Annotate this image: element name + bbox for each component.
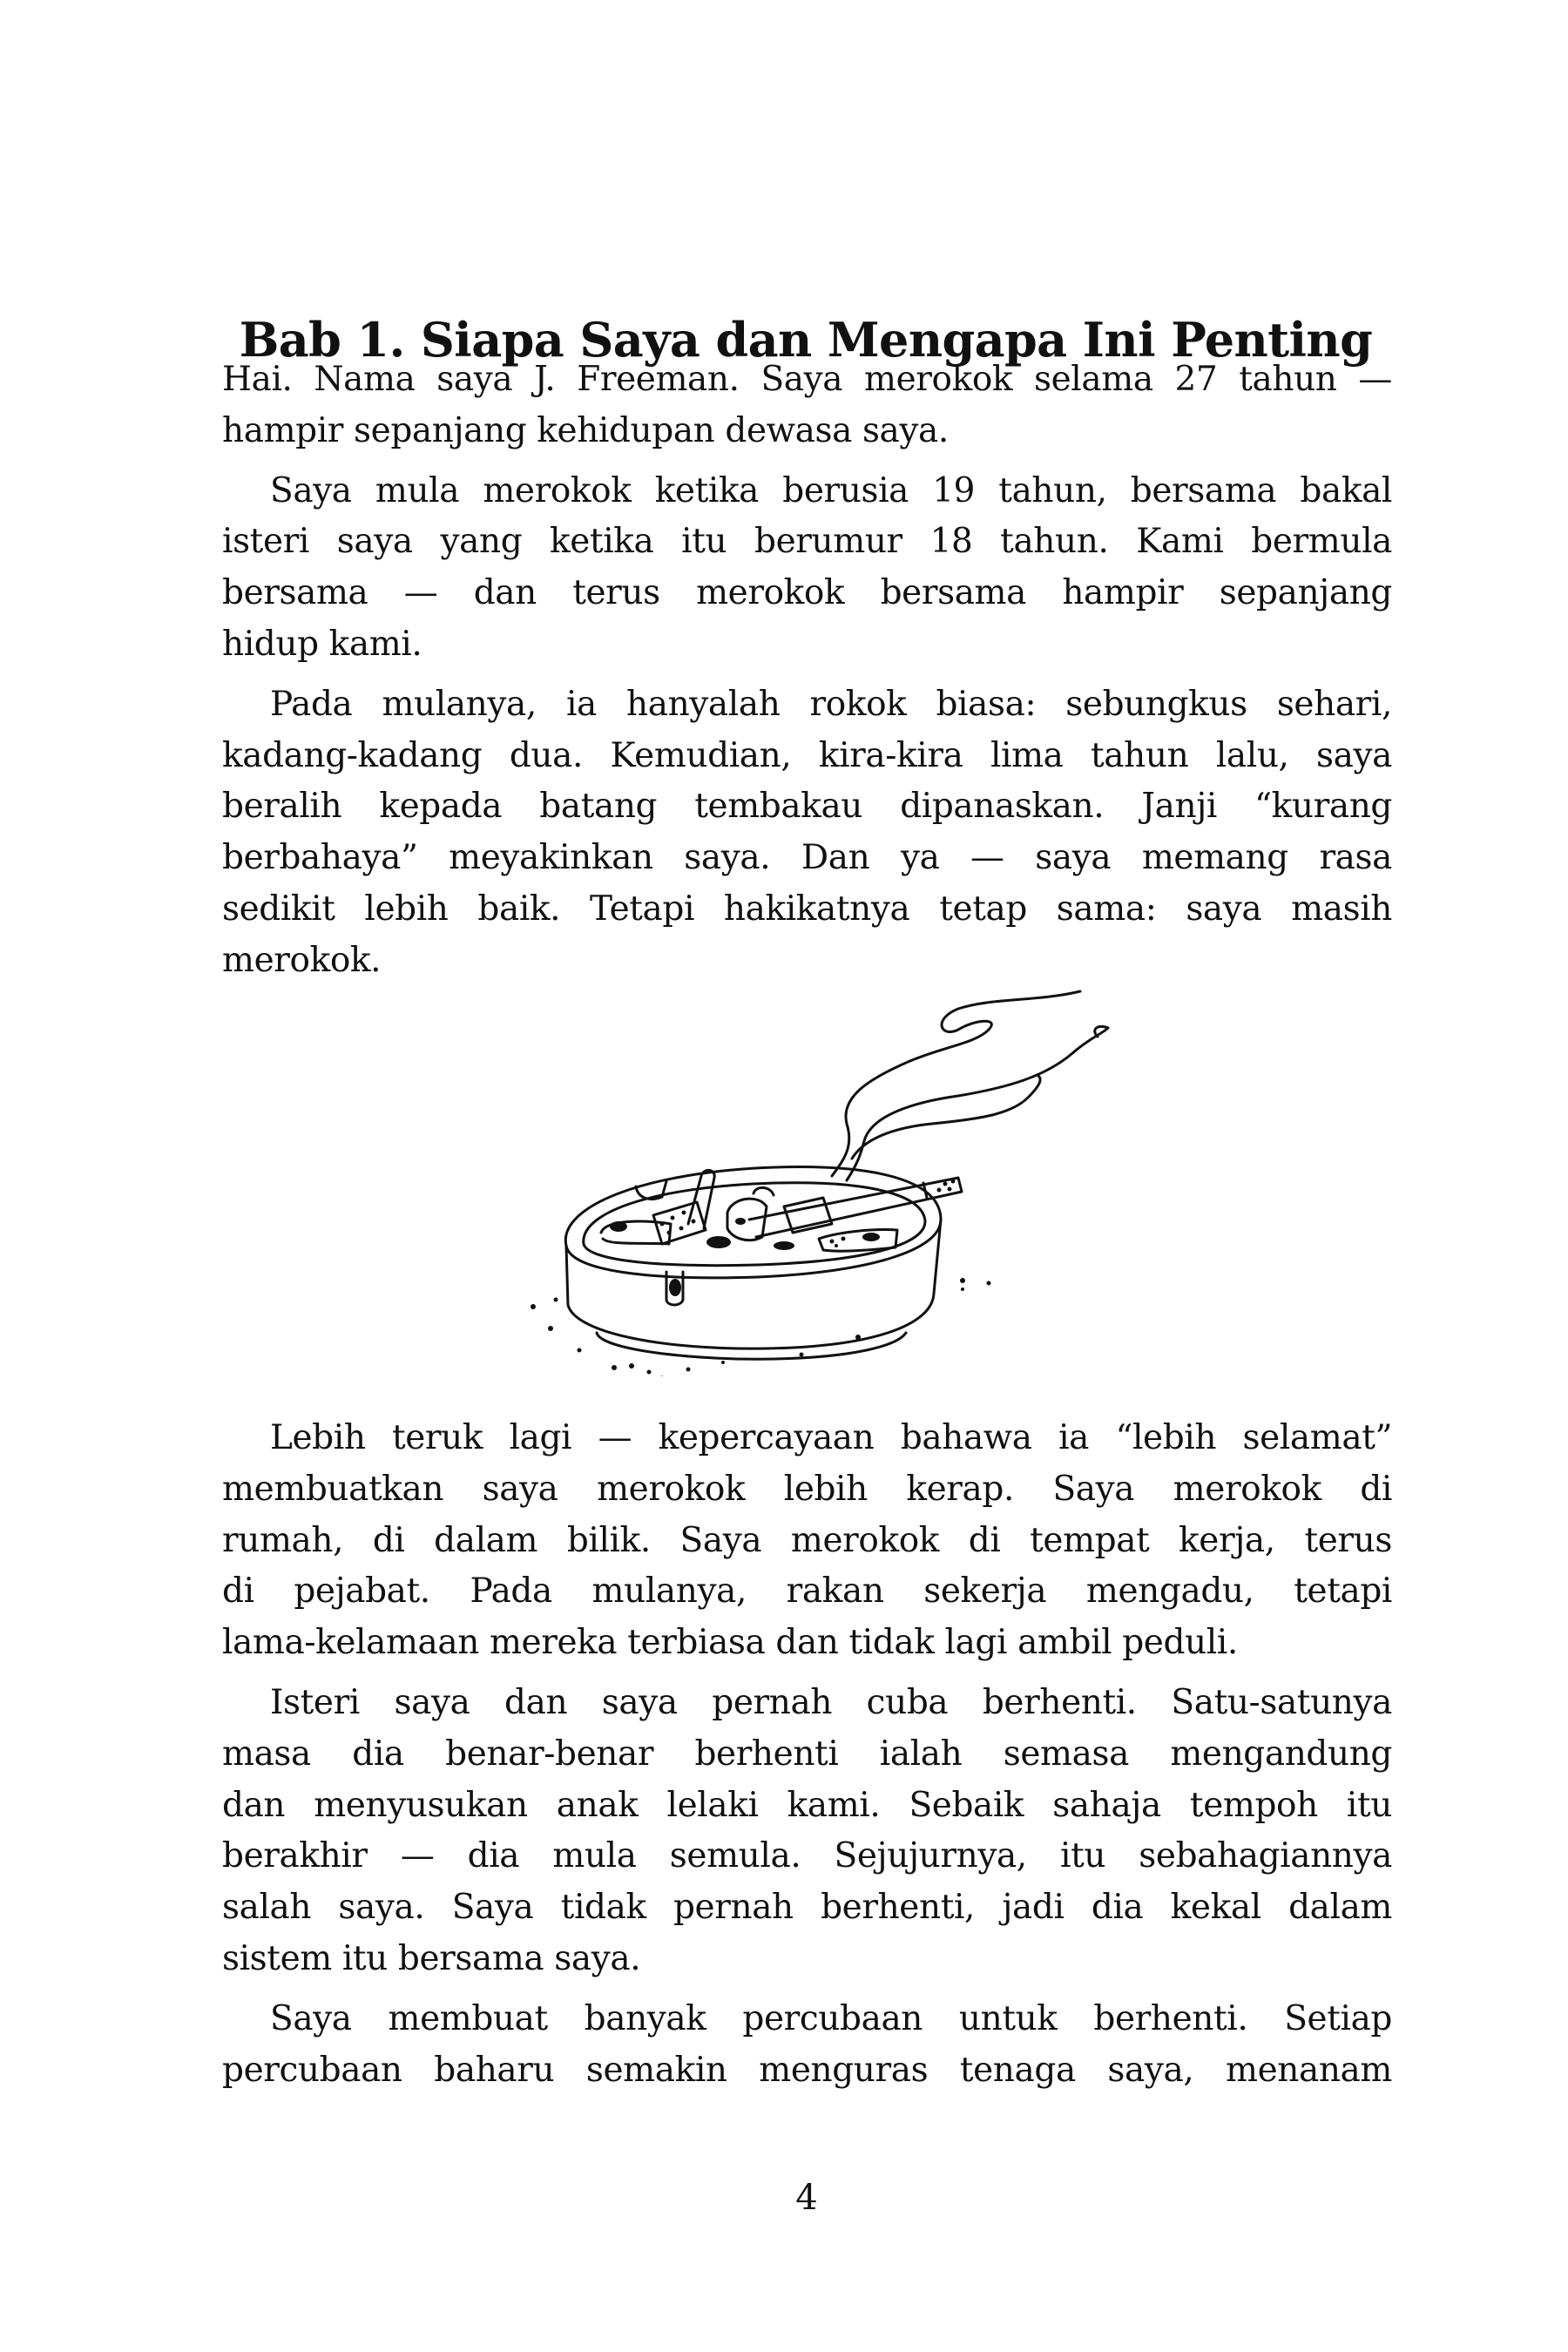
- text-line: Saya membuat banyak percubaan untuk berhenti. Setiap: [270, 1998, 1392, 2038]
- paragraph: [222, 466, 1392, 671]
- smoke-wisp: [847, 1026, 1108, 1180]
- paragraph: [222, 679, 1392, 987]
- text-line: membuatkan saya merokok lebih kerap. Saya merokok di: [222, 1469, 1392, 1509]
- paragraph-gap: [222, 1669, 1392, 1678]
- text-line: kadang-kadang dua. Kemudian, kira-kira lima tahun lalu, saya: [222, 735, 1392, 775]
- text-line: hampir sepanjang kehidupan dewasa saya.: [222, 410, 949, 450]
- text-line: dan menyusukan anak lelaki kami. Sebaik sahaja tempoh itu: [222, 1785, 1392, 1825]
- ashtray-illustration: [523, 984, 1141, 1376]
- text-line: isteri saya yang ketika itu berumur 18 tahun. Kami bermula: [222, 522, 1392, 562]
- text-line: beralih kepada batang tembakau dipanaskan. Janji “kurang: [222, 787, 1392, 827]
- page-number: 4: [795, 2178, 818, 2218]
- chapter-title: Bab 1. Siapa Saya dan Mengapa Ini Penting: [239, 312, 1373, 368]
- text-line: Saya mula merokok ketika berusia 19 tahun, bersama bakal: [270, 470, 1392, 510]
- paragraph: [222, 1413, 1392, 1669]
- paragraph-gap: [222, 1985, 1392, 1994]
- text-line: bersama — dan terus merokok bersama hampir sepanjang: [222, 573, 1392, 613]
- text-line: berakhir — dia mula semula. Sejujurnya, itu sebahagiannya: [222, 1836, 1392, 1876]
- text-line: salah saya. Saya tidak pernah berhenti, jadi dia kekal dalam: [222, 1888, 1392, 1928]
- smoke-wisp: [832, 991, 1080, 1176]
- text-line: hidup kami.: [222, 624, 422, 664]
- text-line: Hai. Nama saya J. Freeman. Saya merokok selama 27 tahun —: [222, 360, 1392, 399]
- text-line: percubaan baharu semakin menguras tenaga saya, menanam: [222, 2050, 1392, 2090]
- text-line: Lebih teruk lagi — kepercayaan bahawa ia “lebih selamat”: [270, 1418, 1392, 1457]
- text-line: berbahaya” meyakinkan saya. Dan ya — saya memang rasa: [222, 838, 1392, 878]
- text-line: masa dia benar-benar berhenti ialah semasa mengandung: [222, 1734, 1392, 1774]
- text-line: Isteri saya dan saya pernah cuba berhenti. Satu-satunya: [270, 1682, 1392, 1722]
- text-line: merokok.: [222, 940, 382, 980]
- text-line: lama-kelamaan mereka terbiasa dan tidak lagi ambil peduli.: [222, 1623, 1238, 1663]
- cigarette-butt: [727, 1199, 767, 1240]
- cigarette-butt: [754, 1187, 774, 1195]
- paragraph-gap: [222, 457, 1392, 466]
- smoke-wisp: [852, 1076, 1040, 1159]
- body-text-top: [222, 355, 1392, 987]
- text-line: Pada mulanya, ia hanyalah rokok biasa: sebungkus sehari,: [270, 684, 1392, 724]
- text-line: sedikit lebih baik. Tetapi hakikatnya tetap sama: saya masih: [222, 889, 1392, 929]
- text-line: sistem itu bersama saya.: [222, 1938, 641, 1978]
- cigarette-butt: [784, 1198, 832, 1233]
- text-line: di pejabat. Pada mulanya, rakan sekerja mengadu, tetapi: [222, 1571, 1392, 1612]
- paragraph: [222, 1994, 1392, 2097]
- paragraph-gap: [222, 671, 1392, 679]
- body-text-bottom: [222, 1413, 1392, 2096]
- text-line: rumah, di dalam bilik. Saya merokok di tempat kerja, terus: [222, 1520, 1392, 1560]
- paragraph: [222, 1678, 1392, 1985]
- paragraph: [222, 355, 1392, 457]
